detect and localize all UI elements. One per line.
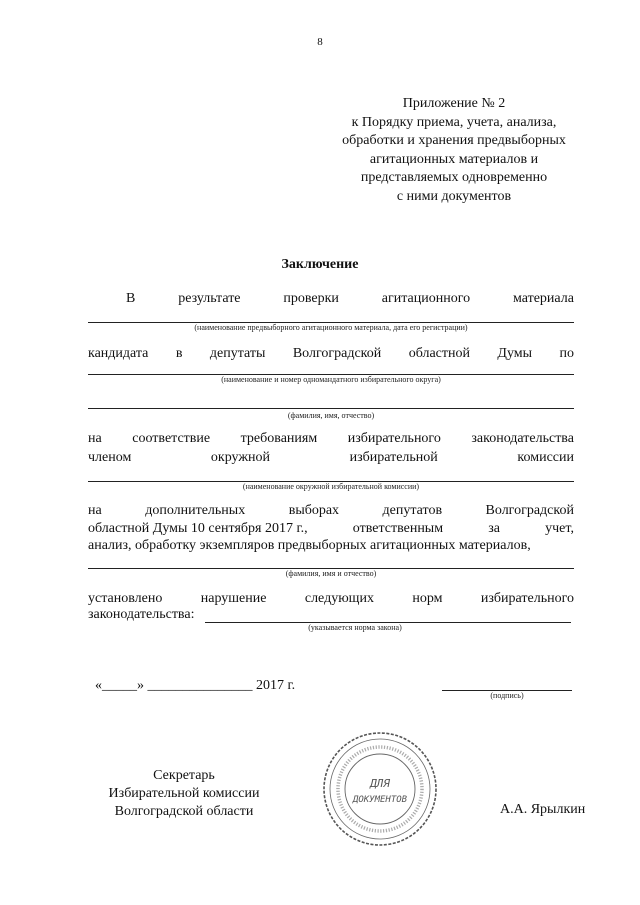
caption-legislation: (указывается норма закона) bbox=[308, 623, 402, 632]
word: избирательного bbox=[347, 431, 441, 446]
caption-signature: (подпись) bbox=[490, 691, 524, 700]
word: избирательной bbox=[349, 450, 438, 465]
word: требованиям bbox=[240, 431, 318, 446]
word: норм bbox=[412, 591, 443, 606]
word: в bbox=[175, 346, 183, 361]
word: выборах bbox=[288, 503, 340, 518]
word: установлено bbox=[88, 591, 163, 606]
label-legislation: законодательства: bbox=[88, 607, 195, 622]
text-row-6 bbox=[88, 502, 574, 520]
word: членом bbox=[88, 450, 132, 465]
appendix-line: представляемых одновременно bbox=[360, 170, 548, 185]
word: на bbox=[88, 431, 102, 446]
signatory-name: А.А. Ярылкин bbox=[500, 802, 586, 817]
signatory-line: Избирательной комиссии bbox=[108, 786, 260, 801]
word: В bbox=[126, 291, 136, 306]
word: нарушение bbox=[200, 591, 267, 606]
signatory-block bbox=[94, 767, 274, 821]
signatory-line: Волгоградской области bbox=[114, 804, 254, 819]
text-row-4 bbox=[88, 430, 574, 448]
caption-commission: (наименование окружной избирательной комиссии) bbox=[242, 482, 420, 491]
word: проверки bbox=[283, 291, 339, 306]
stamp-text: ДЛЯ bbox=[370, 777, 390, 790]
document-title: Заключение bbox=[281, 257, 359, 272]
appendix-line: Приложение № 2 bbox=[402, 96, 506, 111]
word: ответственным bbox=[352, 521, 444, 536]
word: на bbox=[88, 503, 102, 518]
text-row-8: анализ, обработку экземпляров предвыборных агитационных материалов, bbox=[88, 538, 531, 553]
word: депутаты bbox=[209, 346, 266, 361]
stamp-text: ДОКУМЕНТОВ bbox=[352, 795, 408, 805]
caption-district: (наименование и номер одномандатного избирательного округа) bbox=[221, 375, 441, 384]
word: за bbox=[488, 521, 500, 536]
text-row-2 bbox=[88, 345, 574, 363]
text-row-5 bbox=[88, 449, 574, 467]
text-row-9 bbox=[88, 590, 574, 608]
word: агитационного bbox=[381, 291, 471, 306]
word: материала bbox=[512, 291, 574, 306]
word: соответствие bbox=[132, 431, 211, 446]
word: учет, bbox=[545, 521, 574, 536]
text-row-1 bbox=[88, 290, 574, 308]
word: кандидата bbox=[88, 346, 149, 361]
word: Волгоградской bbox=[292, 346, 382, 361]
date-line: «_____» _______________ 2017 г. bbox=[95, 678, 296, 693]
word: законодательства bbox=[471, 431, 574, 446]
appendix-line: обработки и хранения предвыборных bbox=[342, 133, 566, 148]
word: комиссии bbox=[517, 450, 574, 465]
text-row-7 bbox=[88, 520, 574, 538]
word: результате bbox=[178, 291, 241, 306]
appendix-line: к Порядку приема, учета, анализа, bbox=[351, 114, 557, 130]
word: областной bbox=[408, 346, 470, 361]
word: по bbox=[559, 346, 574, 361]
word: депутатов bbox=[382, 503, 443, 518]
fill-line-candidate-name[interactable] bbox=[88, 408, 574, 409]
caption-responsible: (фамилия, имя и отчество) bbox=[285, 569, 377, 578]
appendix-header bbox=[320, 95, 588, 206]
word: дополнительных bbox=[145, 503, 246, 518]
appendix-line: с ними документов bbox=[396, 188, 512, 204]
seal-stamp bbox=[320, 730, 440, 848]
page-number: 8 bbox=[317, 36, 323, 48]
caption-candidate-name: (фамилия, имя, отчество) bbox=[287, 411, 375, 420]
signatory-line: Секретарь bbox=[153, 768, 215, 783]
word: следующих bbox=[304, 591, 374, 606]
word: областной Думы 10 сентября 2017 г., bbox=[88, 521, 308, 536]
word: Волгоградской bbox=[485, 503, 574, 518]
caption-material: (наименование предвыборного агитационного материала, дата его регистрации) bbox=[194, 323, 468, 332]
word: Думы bbox=[497, 346, 533, 361]
word: окружной bbox=[210, 450, 271, 465]
word: избирательного bbox=[480, 591, 574, 606]
appendix-line: агитационных материалов и bbox=[369, 151, 539, 167]
